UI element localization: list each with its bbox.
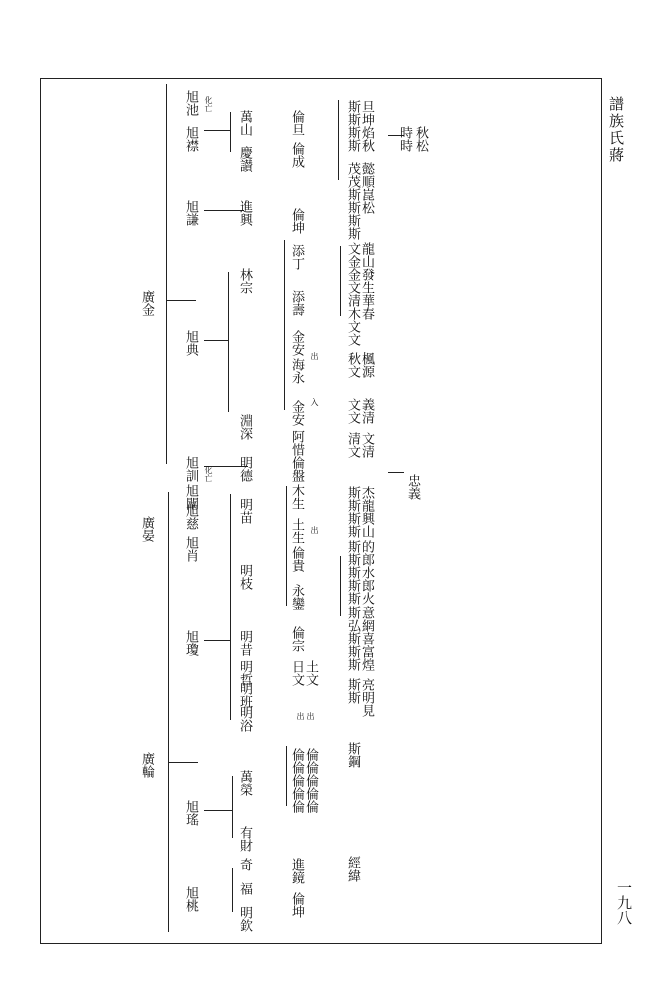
link-line (204, 640, 230, 641)
person-name: 清木文文 (345, 294, 360, 346)
person-name: 土生 (289, 518, 304, 544)
link-line (388, 472, 404, 473)
note: 出 (310, 526, 319, 534)
person-name: 明昔 (237, 630, 252, 656)
person-name: 義清 (359, 398, 374, 424)
person-name: 旭瓊 (183, 630, 198, 656)
link-line (168, 762, 198, 763)
person-name: 意網喜富煌 (359, 606, 374, 671)
person-name: 懿順崑松 (359, 162, 374, 214)
ancestor-name: 廣晏 (139, 516, 154, 542)
link-line (204, 130, 230, 131)
person-name: 忠義 (405, 474, 420, 500)
person-name: 添丁 (289, 244, 304, 270)
person-name: 龍山發生 (359, 242, 374, 294)
person-name: 的郎水郎火 (359, 540, 374, 605)
person-name: 秋松 (413, 126, 428, 152)
note: 出 (306, 712, 315, 720)
person-name: 旭典 (183, 330, 198, 356)
person-name: 進鏡 (289, 858, 304, 884)
person-name: 淵深 (237, 414, 252, 440)
link-line (230, 112, 231, 152)
person-name: 經緯 (345, 856, 360, 882)
person-name: 旭瑤 (183, 800, 198, 826)
trunk-line (166, 84, 167, 464)
person-name: 添壽 (289, 290, 304, 316)
person-name: 明班 (237, 682, 252, 708)
person-name: 慶讃 (237, 146, 252, 172)
link-line (228, 272, 229, 412)
person-name: 金安 (289, 400, 304, 426)
note: 出 (310, 352, 319, 360)
person-name: 旦坤焰秋 (359, 100, 374, 152)
person-name: 斯鋼 (345, 742, 360, 768)
person-name: 旭肖 (183, 536, 198, 562)
note: 化亡 (204, 96, 213, 112)
link-line (204, 810, 232, 811)
person-name: 倫坤 (289, 892, 304, 918)
note: 出 (296, 712, 305, 720)
person-name: 華春 (359, 294, 374, 320)
link-line (338, 100, 339, 180)
link-line (232, 868, 233, 912)
person-name: 林宗 (237, 268, 252, 294)
person-name: 亮明見 (359, 678, 374, 717)
header-title: 譜族氏蔣 (607, 96, 625, 164)
person-name: 斯斯斯斯斯 (345, 540, 360, 605)
person-name: 福 (237, 882, 252, 895)
link-line (232, 776, 233, 838)
person-name: 木生 (289, 484, 304, 510)
person-name: 斯斯斯斯 (345, 100, 360, 152)
person-name: 萬山 (237, 110, 252, 136)
link-line (166, 300, 196, 301)
note: 入 (310, 398, 319, 406)
link-line (340, 246, 341, 316)
page-number: 一九八 (615, 880, 633, 925)
link-line (204, 340, 228, 341)
person-name: 文金金文 (345, 242, 360, 294)
person-name: 倫貴 (289, 546, 304, 572)
person-name: 明枝 (237, 564, 252, 590)
person-name: 明苗 (237, 498, 252, 524)
person-name: 倫旦 (289, 110, 304, 136)
person-name: 斯斯斯斯 (345, 486, 360, 538)
ancestor-name: 廣金 (139, 290, 154, 316)
person-name: 萬榮 (237, 770, 252, 796)
person-name: 阿惜 (289, 430, 304, 456)
person-name: 旭襟 (183, 126, 198, 152)
person-name: 旭訓 (183, 456, 198, 482)
person-name: 明哲 (237, 660, 252, 686)
person-name: 茂茂斯斯斯斯 (345, 162, 360, 240)
person-name: 斯斯 (345, 678, 360, 704)
person-name: 倫宗 (289, 626, 304, 652)
person-name: 明德 (237, 456, 252, 482)
person-name: 旭闡 (183, 484, 198, 510)
ancestor-name: 廣輪 (139, 752, 154, 778)
person-name: 文文 (345, 398, 360, 424)
person-name: 進興 (237, 200, 252, 226)
person-name: 旭池 (183, 90, 198, 116)
person-name: 倫坤 (289, 208, 304, 234)
person-name: 日文 (289, 660, 304, 686)
person-name: 杰龍興山 (359, 486, 374, 538)
note: 化亡 (204, 466, 213, 482)
link-line (286, 486, 287, 606)
person-name: 倫倫倫倫倫 (289, 748, 304, 813)
person-name: 有財 (237, 826, 252, 852)
person-name: 秋文 (345, 352, 360, 378)
person-name: 時時 (397, 126, 412, 152)
person-name: 土文 (303, 660, 318, 686)
link-line (230, 494, 231, 720)
person-name: 奇 (237, 858, 252, 871)
trunk-line (168, 492, 169, 932)
person-name: 斯弘斯斯斯 (345, 606, 360, 671)
person-name: 倫倫倫倫倫 (303, 748, 318, 813)
link-line (286, 746, 287, 806)
person-name: 倫成 (289, 142, 304, 168)
link-line (284, 240, 285, 410)
person-name: 海永 (289, 358, 304, 384)
link-line (340, 556, 341, 616)
person-name: 旭慈 (183, 504, 198, 530)
person-name: 旭謙 (183, 200, 198, 226)
person-name: 旭桃 (183, 886, 198, 912)
page-frame (40, 78, 602, 944)
person-name: 楓源 (359, 352, 374, 378)
person-name: 清文 (345, 432, 360, 458)
person-name: 永鑾 (289, 584, 304, 610)
person-name: 倫盤 (289, 456, 304, 482)
person-name: 金安 (289, 330, 304, 356)
person-name: 文清 (359, 432, 374, 458)
person-name: 明欽 (237, 906, 252, 932)
person-name: 明浴 (237, 706, 252, 732)
